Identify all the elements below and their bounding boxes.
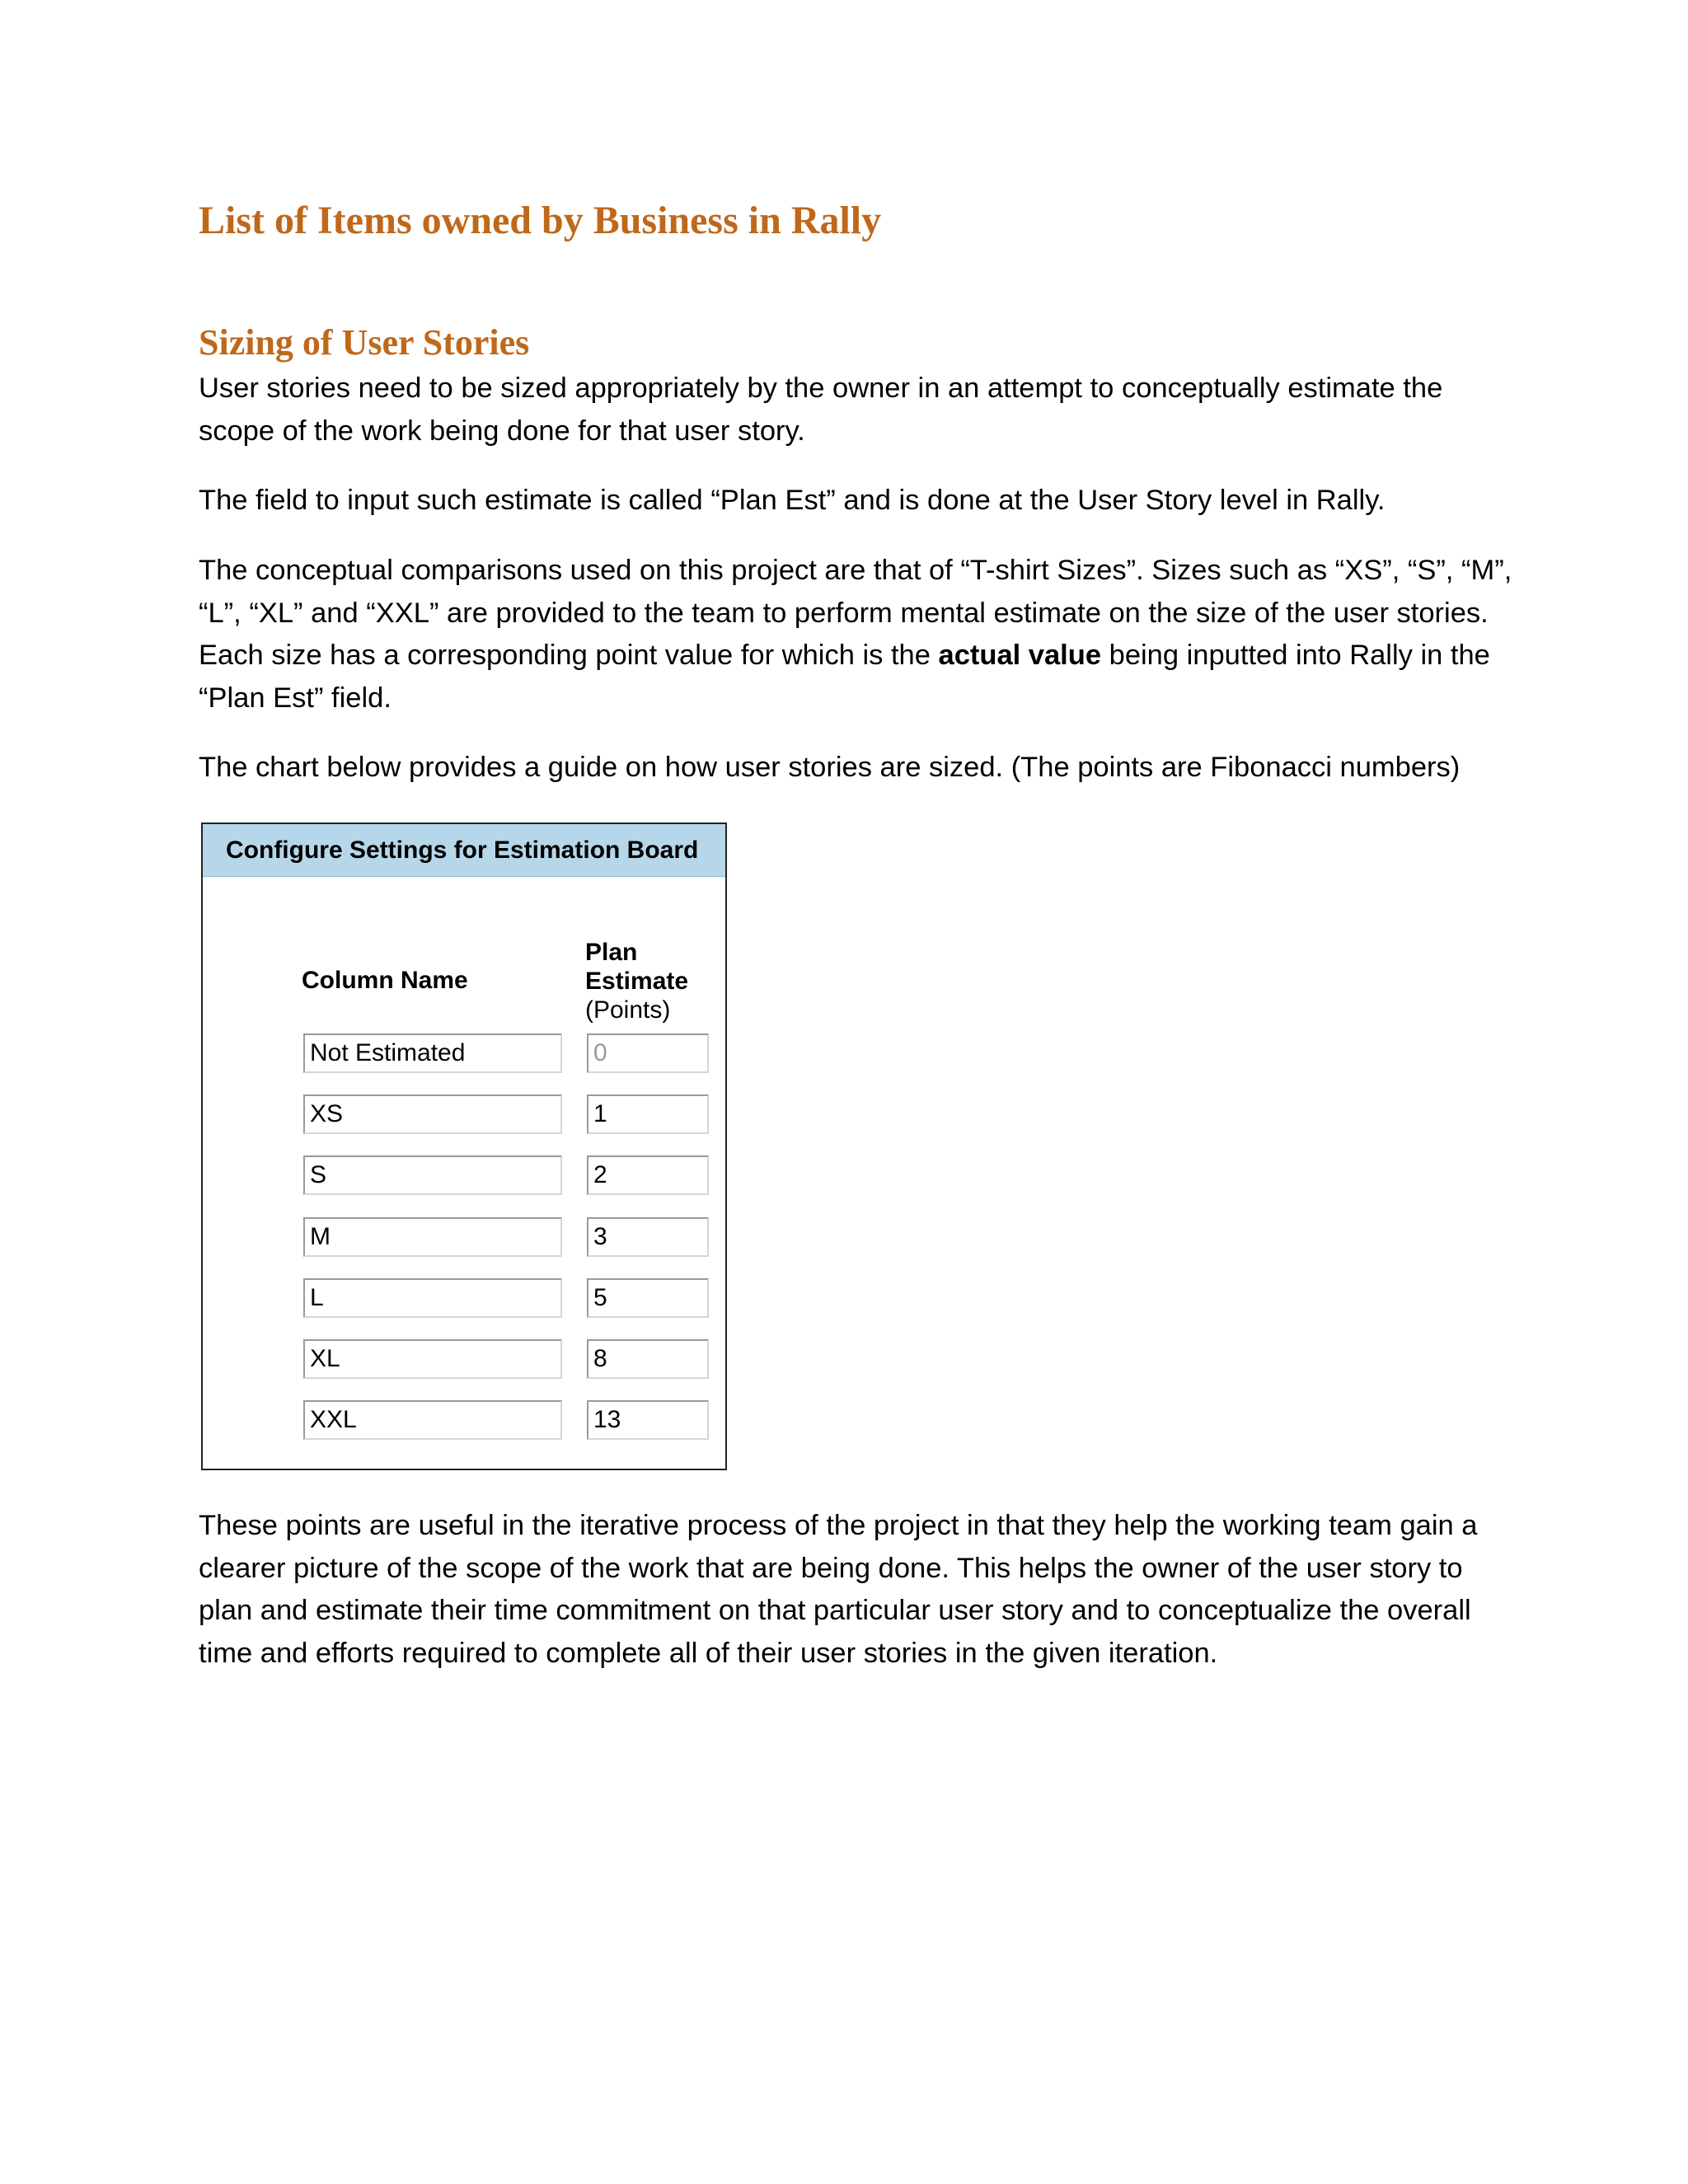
paragraph-text: Each size has a corresponding point value for which is the	[199, 640, 939, 671]
paragraph-line: These points are useful in the iterative process of the project in that they help the working team gain a	[199, 1510, 1478, 1541]
column-name-input[interactable]: M	[303, 1217, 562, 1257]
plan-estimate-header-units: (Points)	[585, 996, 671, 1024]
size-row-xxl	[203, 1400, 725, 1441]
paragraph-tshirt-sizes	[199, 550, 1512, 719]
column-name-input[interactable]: XL	[303, 1339, 562, 1379]
emphasis-actual-value: actual value	[938, 640, 1102, 671]
paragraph-points-usefulness	[199, 1505, 1509, 1675]
column-name-header: Column Name	[302, 967, 468, 994]
paragraph-chart-intro	[199, 747, 1509, 790]
column-name-input[interactable]: S	[303, 1155, 562, 1195]
paragraph-line: time and efforts required to complete all of their user stories in the given iteration.	[199, 1637, 1218, 1669]
paragraph-line: scope of the work being done for that user story.	[199, 415, 805, 447]
document-title: List of Items owned by Business in Rally	[199, 199, 882, 242]
plan-estimate-input[interactable]: 1	[587, 1094, 709, 1134]
paragraph-line: The conceptual comparisons used on this project are that of “T-shirt Sizes”. Sizes such as “XS”, “S”, “M”,	[199, 555, 1512, 586]
size-row-xs	[203, 1094, 725, 1136]
paragraph-line: The field to input such estimate is called “Plan Est” and is done at the User Story level in Rally.	[199, 485, 1386, 516]
size-row-xl	[203, 1339, 725, 1380]
dialog-title: Configure Settings for Estimation Board	[226, 837, 699, 864]
size-row-s	[203, 1155, 725, 1197]
paragraph-line: plan and estimate their time commitment on that particular user story and to conceptualize the overall	[199, 1595, 1471, 1626]
plan-estimate-input[interactable]: 3	[587, 1217, 709, 1257]
plan-estimate-header-line: Plan	[585, 939, 638, 966]
paragraph-plan-est	[199, 480, 1509, 523]
paragraph-text: being inputted into Rally in the	[1101, 640, 1490, 671]
plan-estimate-input: 0	[587, 1033, 709, 1073]
paragraph-line	[199, 635, 1509, 677]
plan-estimate-input[interactable]: 5	[587, 1278, 709, 1318]
column-name-input[interactable]: XS	[303, 1094, 562, 1134]
section-heading: Sizing of User Stories	[199, 322, 530, 363]
estimation-board-dialog	[201, 823, 727, 1470]
paragraph-intro	[199, 368, 1509, 452]
column-name-input[interactable]: Not Estimated	[303, 1033, 562, 1073]
paragraph-line: User stories need to be sized appropriately by the owner in an attempt to conceptually estimate the	[199, 373, 1443, 404]
size-row-m	[203, 1217, 725, 1258]
column-name-input[interactable]: L	[303, 1278, 562, 1318]
column-name-input[interactable]: XXL	[303, 1400, 562, 1440]
size-row-not-estimated	[203, 1033, 725, 1075]
paragraph-line: “Plan Est” field.	[199, 682, 392, 714]
dialog-header	[203, 824, 725, 877]
paragraph-line: “L”, “XL” and “XXL” are provided to the team to perform mental estimate on the size of the user stories.	[199, 597, 1489, 629]
plan-estimate-input[interactable]: 8	[587, 1339, 709, 1379]
plan-estimate-input[interactable]: 2	[587, 1155, 709, 1195]
plan-estimate-header	[585, 938, 688, 1024]
paragraph-line: clearer picture of the scope of the work that are being done. This helps the owner of the user story to	[199, 1552, 1463, 1584]
paragraph-line: The chart below provides a guide on how user stories are sized. (The points are Fibonacci numbers)	[199, 752, 1461, 783]
plan-estimate-input[interactable]: 13	[587, 1400, 709, 1440]
size-row-l	[203, 1278, 725, 1319]
plan-estimate-header-line: Estimate	[585, 968, 689, 995]
